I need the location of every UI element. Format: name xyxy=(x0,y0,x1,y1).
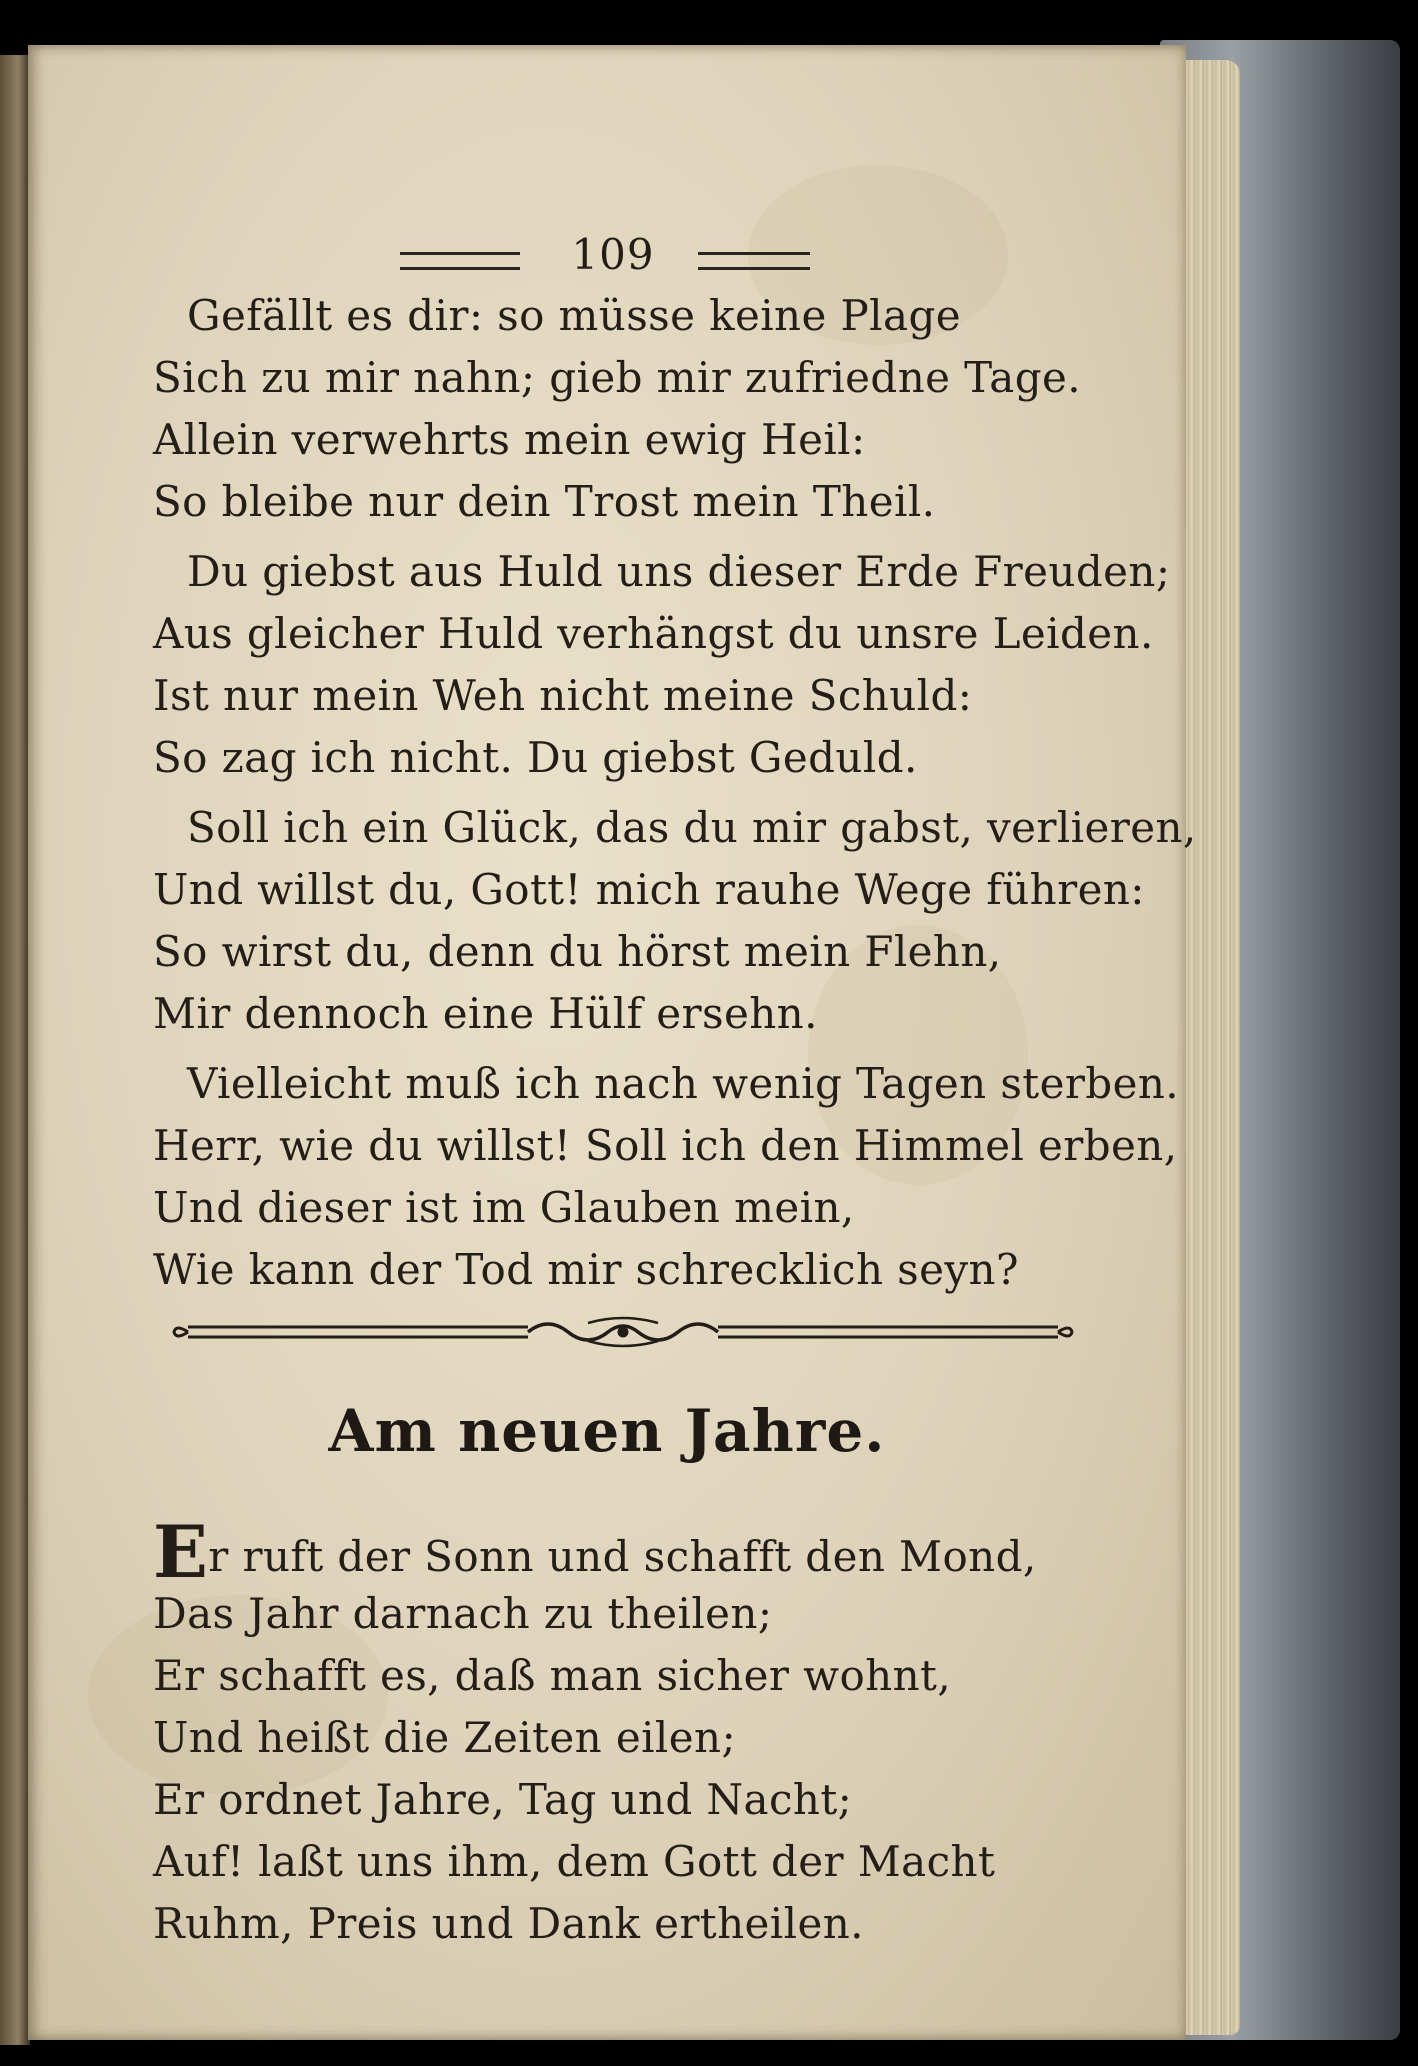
verse-line: Vielleicht muß ich nach wenig Tagen sterben. xyxy=(187,1059,1180,1108)
book-page xyxy=(28,45,1197,2040)
verse-line: So zag ich nicht. Du giebst Geduld. xyxy=(153,733,918,782)
verse-line: Und dieser ist im Glauben mein, xyxy=(153,1183,855,1232)
verse-line: Er ordnet Jahre, Tag und Nacht; xyxy=(153,1775,853,1824)
first-line-text: r ruft der Sonn und schafft den Mond, xyxy=(208,1532,1037,1581)
verse-line: Er schafft es, daß man sicher wohnt, xyxy=(153,1651,952,1700)
verse-line: So wirst du, denn du hörst mein Flehn, xyxy=(153,927,1002,976)
stanza-new-year xyxy=(153,1509,1093,1955)
stanza-3 xyxy=(153,797,1197,1045)
verse-line: Du giebst aus Huld uns dieser Erde Freuden; xyxy=(187,547,1171,596)
verse-line: Und heißt die Zeiten eilen; xyxy=(153,1713,737,1762)
verse-line: Herr, wie du willst! Soll ich den Himmel erben, xyxy=(153,1121,1178,1170)
initial-letter: E xyxy=(153,1509,209,1594)
verse-line: Und willst du, Gott! mich rauhe Wege führen: xyxy=(153,865,1145,914)
verse-line: Aus gleicher Huld verhängst du unsre Leiden. xyxy=(153,609,1154,658)
verse-line: Das Jahr darnach zu theilen; xyxy=(153,1589,773,1638)
verse-line: Sich zu mir nahn; gieb mir zufriedne Tage. xyxy=(153,353,1082,402)
verse-line: Mir dennoch eine Hülf ersehn. xyxy=(153,989,818,1038)
header-rule-right xyxy=(698,252,810,270)
verse-line: Gefällt es dir: so müsse keine Plage xyxy=(187,291,961,340)
verse-line: Wie kann der Tod mir schrecklich seyn? xyxy=(153,1245,1019,1294)
stanza-1 xyxy=(153,285,1093,533)
page-number: 109 xyxy=(571,230,655,279)
stanza-4 xyxy=(153,1053,1180,1301)
verse-line: Auf! laßt uns ihm, dem Gott der Macht xyxy=(153,1837,996,1886)
verse-line-first xyxy=(153,1509,1093,1594)
ornament-divider xyxy=(168,1313,1078,1353)
verse-line: Soll ich ein Glück, das du mir gabst, verlieren, xyxy=(187,803,1197,852)
stanza-2 xyxy=(153,541,1171,789)
verse-line: Ruhm, Preis und Dank ertheilen. xyxy=(153,1899,864,1948)
poem-title: Am neuen Jahre. xyxy=(328,1397,886,1465)
verse-line: Allein verwehrts mein ewig Heil: xyxy=(153,415,866,464)
left-page-edge xyxy=(0,55,30,2045)
verse-line: Ist nur mein Weh nicht meine Schuld: xyxy=(153,671,973,720)
verse-line: So bleibe nur dein Trost mein Theil. xyxy=(153,477,936,526)
header-rule-left xyxy=(400,252,520,270)
